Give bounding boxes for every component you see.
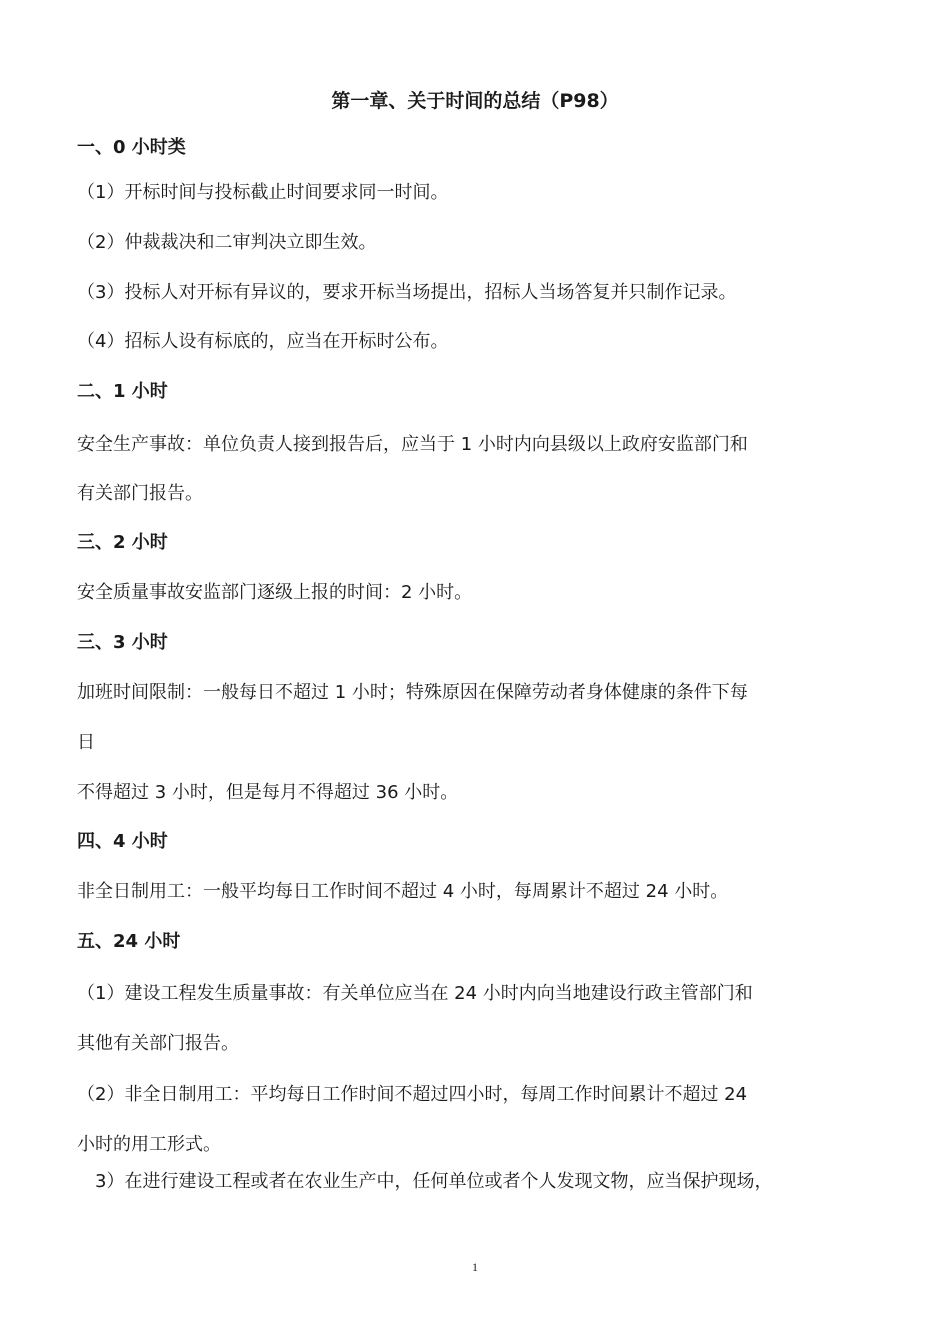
section-heading-24-hour: 五、24 小时 [77,931,181,952]
chapter-title: 第一章、关于时间的总结（P98） [331,90,619,112]
paragraph-line: 安全生产事故：单位负责人接到报告后，应当于 1 小时内向县级以上政府安监部门和 [77,434,748,455]
paragraph-line: 非全日制用工：一般平均每日工作时间不超过 4 小时，每周累计不超过 24 小时。 [77,881,729,902]
paragraph-line: 安全质量事故安监部门逐级上报的时间：2 小时。 [77,582,473,603]
section-heading-3-hour: 三、3 小时 [77,632,168,653]
paragraph-line: 不得超过 3 小时，但是每月不得超过 36 小时。 [77,782,459,803]
paragraph-line: 加班时间限制：一般每日不超过 1 小时；特殊原因在保障劳动者身体健康的条件下每 [77,682,748,703]
paragraph-line: 有关部门报告。 [77,483,203,504]
paragraph-line: （4）招标人设有标底的，应当在开标时公布。 [77,331,449,352]
paragraph-line: （2）非全日制用工：平均每日工作时间不超过四小时，每周工作时间累计不超过 24 [77,1084,748,1105]
paragraph-line: 其他有关部门报告。 [77,1033,239,1054]
paragraph-line: （3）投标人对开标有异议的，要求开标当场提出，招标人当场答复并只制作记录。 [77,282,737,303]
paragraph-line: （1）建设工程发生质量事故：有关单位应当在 24 小时内向当地建设行政主管部门和 [77,983,753,1004]
section-heading-1-hour: 二、1 小时 [77,381,168,402]
section-heading-0-hour: 一、0 小时类 [77,137,186,158]
paragraph-line: 日 [77,732,95,753]
paragraph-line: 小时的用工形式。 [77,1134,221,1155]
paragraph-line: 3）在进行建设工程或者在农业生产中，任何单位或者个人发现文物，应当保护现场， [95,1171,773,1192]
paragraph-line: （2）仲裁裁决和二审判决立即生效。 [77,232,377,253]
paragraph-line: （1）开标时间与投标截止时间要求同一时间。 [77,182,449,203]
section-heading-4-hour: 四、4 小时 [77,831,168,852]
page-number: 1 [472,1260,478,1274]
section-heading-2-hour: 三、2 小时 [77,532,168,553]
